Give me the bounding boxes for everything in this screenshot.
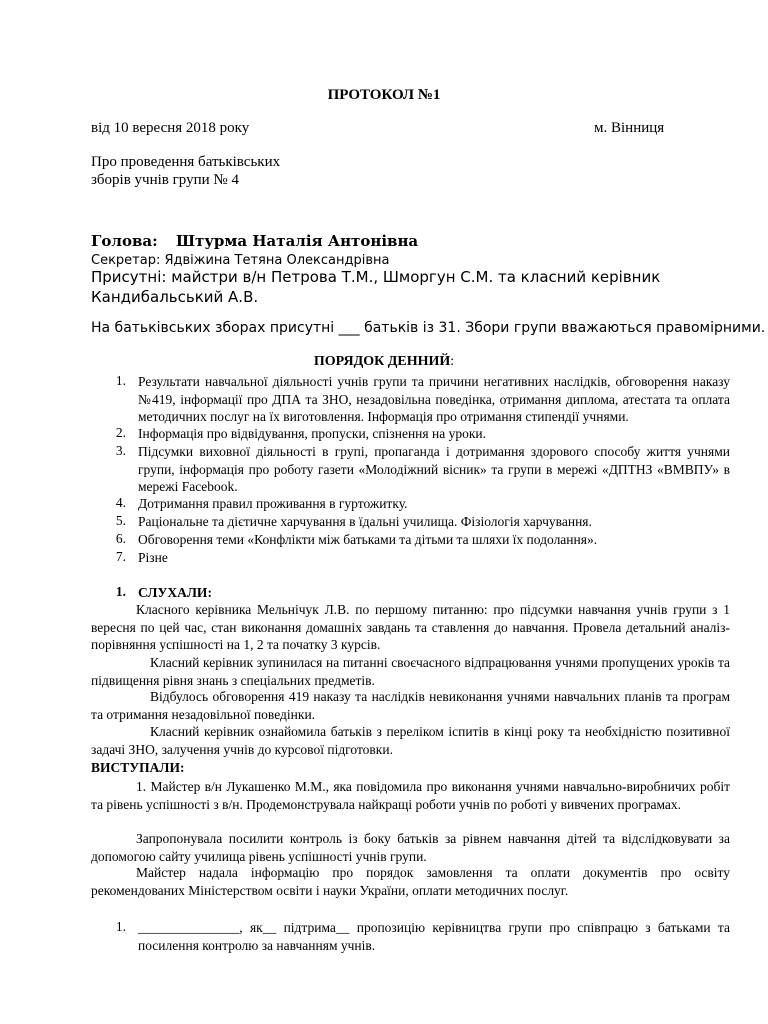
agenda-item-number: 6. [115,531,126,546]
head-label: Голова: [91,232,158,250]
protocol-city: м. Вінниця [594,120,665,136]
attendance-line: На батьківських зборах присутні ___ батьків із 31. Збори групи вважаються правомірними. [91,320,766,336]
heard-paragraph: Класного керівника Мельнічук Л.В. по першому питанню: про підсумки навчання учнів групи з 1 вересня по цей час, стан виконання домашніх завдань та ставлення до навчання. Провела детальний аналіз-порівняння успішності на 1, 2 та початку 3 курсів. [91,602,730,652]
resolution-text: _______________, як__ підтрима__ пропозицію керівництва групи про співпрацю з батьками та посилення контролю за навчанням учнів. [138,920,730,953]
spoke-heading: ВИСТУПАЛИ: [91,760,185,775]
agenda-item: Обговорення теми «Конфлікти між батьками та дітьми та шляхи їх подолання». [138,532,598,547]
heard-paragraph: Відбулось обговорення 419 наказу та наслідків невиконання учнями навчальних планів та програм та отримання незадовільної поведінки. [91,689,730,722]
agenda-item: Результати навчальної діяльності учнів групи та причини негативних наслідків, обговорення наказу №419, інформації про ДПА та ЗНО, незадовільна поведінка, отримання диплома, атестата та оплата методичних послуг на їх виготовлення. Інформація про отримання стипендії учнями. [138,374,730,424]
agenda-item: Різне [138,550,168,565]
protocol-date: від 10 вересня 2018 року [91,120,250,136]
secretary-line: Секретар: Ядвіжина Тетяна Олександрівна [91,253,390,268]
agenda-title-text: ПОРЯДОК ДЕННИЙ [313,354,451,369]
agenda-item-number: 7. [115,549,126,564]
agenda-item: Раціональне та дієтичне харчування в їдальні училища. Фізіологія харчування. [138,514,592,529]
agenda-item: Дотримання правил проживання в гуртожитку. [138,496,408,511]
agenda-item-number: 1. [115,373,126,388]
subject-line-1: Про проведення батьківських [91,154,281,170]
present-line-2: Кандибальський А.В. [91,288,259,306]
head-name: Штурма Наталія Антонівна [176,232,419,250]
spoke-paragraph: Майстер надала інформацію про порядок замовлення та оплати документів про освіту рекомендованих Міністерством освіти і науки України, оплати методичних послуг. [91,865,730,898]
agenda-title [0,354,768,370]
heard-heading: СЛУХАЛИ: [138,585,212,600]
spoke-paragraph: 1. Майстер в/н Лукашенко М.М., яка повідомила про виконання учнями навчально-виробничих робіт та рівень успішності з в/н. Продемонструвала найкращі роботи учнів по роботі у вивчених програмах. [91,779,730,812]
agenda-title-colon: : [450,354,455,369]
agenda-item-number: 3. [115,443,126,458]
section-number: 1. [115,584,126,599]
resolution-number: 1. [115,919,126,934]
agenda-item: Інформація про відвідування, пропуски, спізнення на уроки. [138,426,486,441]
heard-paragraph: Класний керівник ознайомила батьків з переліком іспитів в кінці року та необхідністю позитивної задачі ЗНО, залучення учнів до курсової підготовки. [91,724,730,757]
present-line-1: Присутні: майстри в/н Петрова Т.М., Шморгун С.М. та класний керівник [91,268,661,286]
page-title: ПРОТОКОЛ №1 [327,87,441,103]
heard-paragraph: Класний керівник зупинилася на питанні своєчасного відпрацювання учнями пропущених уроків та підвищення рівня знань з спеціальних предметів. [91,655,730,688]
spoke-paragraph: Запропонувала посилити контроль із боку батьків за рівнем навчання дітей та відслідковувати за допомогою сайту училища рівень успішності учнів групи. [91,831,730,864]
agenda-item-number: 2. [115,425,126,440]
agenda-item-number: 4. [115,495,126,510]
agenda-item: Підсумки виховної діяльності в групі, пропаганда і дотримання здорового способу життя учнями групи, інформація про роботу газети «Молодіжний вісник» та групи в мережі «ДПТНЗ «ВМВПУ» в мережі Facebook. [138,444,730,494]
subject-line-2: зборів учнів групи № 4 [91,172,239,188]
agenda-item-number: 5. [115,513,126,528]
